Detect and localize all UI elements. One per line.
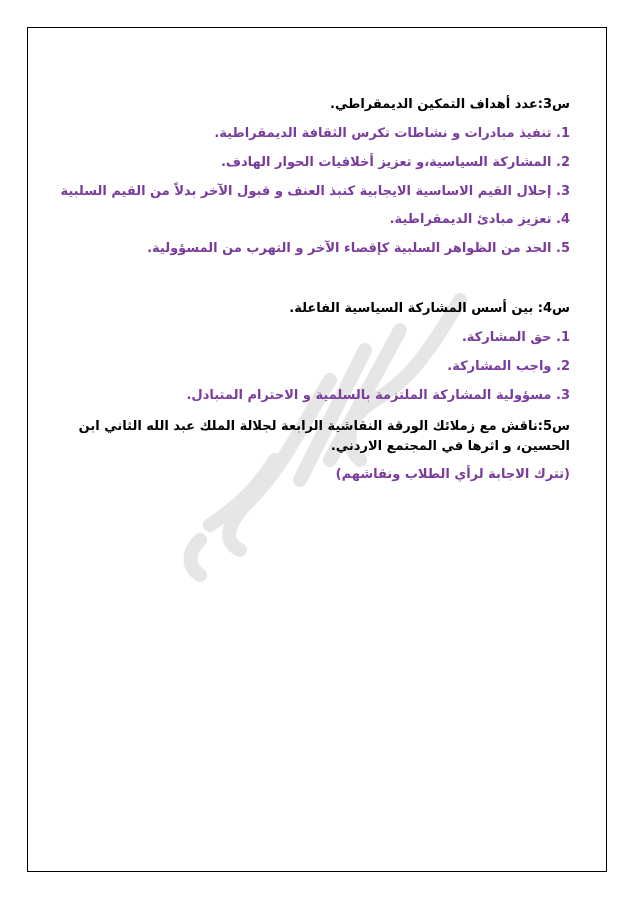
q4-item-3: 3. مسؤولية المشاركة الملتزمة بالسلمية و الاحترام المتبادل.	[186, 388, 570, 403]
q4-item-1: 1. حق المشاركة.	[461, 330, 570, 345]
q3-item-1: 1. تنفيذ مبادرات و نشاطات تكرس الثقافة الديمقراطية.	[214, 126, 570, 141]
question-5-title: س5:ناقش مع زملائك الورقة النقاشية الرابعة لجلالة الملك عبد الله الثاني ابن الحسين، و اثرها في المجتمع الاردني.	[78, 419, 570, 454]
q5-answer-note: (تترك الاجابة لرأي الطلاب ونقاشهم)	[335, 467, 570, 482]
q4-item-2: 2. واجب المشاركة.	[447, 359, 570, 374]
q3-item-3: 3. إحلال القيم الاساسية الايجابية كنبذ العنف و قبول الآخر بدلاً من القيم السلبية	[60, 184, 570, 199]
question-4-title: س4: بين أسس المشاركة السياسية الفاعلة.	[289, 301, 570, 316]
question-3-title: س3:عدد أهداف التمكين الديمقراطي.	[330, 97, 570, 112]
q3-item-4: 4. تعزيز مبادئ الديمقراطية.	[389, 212, 570, 227]
q3-item-5: 5. الحد من الظواهر السلبية كإقصاء الآخر و التهرب من المسؤولية.	[147, 241, 570, 256]
q3-item-2: 2. المشاركة السياسية،و تعزيز أخلاقيات الحوار الهادف.	[220, 155, 570, 170]
